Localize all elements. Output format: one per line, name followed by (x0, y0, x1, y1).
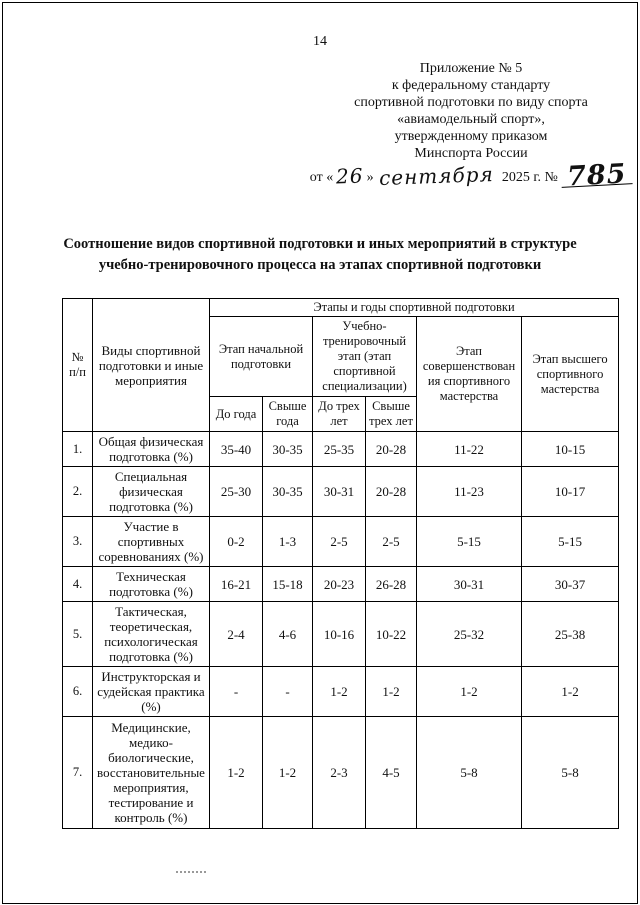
header-line: «авиамодельный спорт», (397, 112, 545, 127)
row-value: 25-38 (522, 602, 619, 667)
row-value: 30-31 (417, 567, 522, 602)
row-value: 1-2 (417, 667, 522, 717)
col-header-over-three: Свыше трех лет (366, 397, 417, 432)
training-ratio-table (62, 298, 619, 829)
date-year: 2025 г. № (498, 170, 558, 185)
table-row (63, 667, 619, 717)
row-value: 5-8 (522, 717, 619, 829)
date-close-quote: » (366, 170, 374, 185)
row-label: Техническая подготовка (%) (93, 567, 210, 602)
row-value: 20-28 (366, 432, 417, 467)
header-line: Приложение № 5 (419, 61, 523, 76)
row-value: 2-5 (313, 517, 366, 567)
row-number: 1. (63, 432, 93, 467)
col-header-stage-training: Учебно-тренировочный этап (этап спортивной специализации) (313, 317, 417, 397)
col-header-stage-initial: Этап начальной подготовки (210, 317, 313, 397)
row-label: Общая физическая подготовка (%) (93, 432, 210, 467)
col-header-stage-highest: Этап высшего спортивного мастерства (522, 317, 619, 432)
row-value: 5-8 (417, 717, 522, 829)
row-label: Тактическая, теоретическая, психологическая подготовка (%) (93, 602, 210, 667)
row-value: - (210, 667, 263, 717)
row-value: 4-5 (366, 717, 417, 829)
row-number: 5. (63, 602, 93, 667)
table-row (63, 602, 619, 667)
table-row (63, 717, 619, 829)
table-container (62, 298, 640, 829)
row-value: 1-2 (313, 667, 366, 717)
row-value: 5-15 (522, 517, 619, 567)
row-value: 30-35 (263, 467, 313, 517)
col-header-over-year: Свыше года (263, 397, 313, 432)
row-number: 4. (63, 567, 93, 602)
row-value: 5-15 (417, 517, 522, 567)
row-value: 15-18 (263, 567, 313, 602)
row-label: Медицинские, медико-биологические, восстановительные мероприятия, тестирование и контроль (%) (93, 717, 210, 829)
row-value: 26-28 (366, 567, 417, 602)
row-value: 4-6 (263, 602, 313, 667)
header-line: Минспорта России (414, 146, 528, 161)
row-number: 3. (63, 517, 93, 567)
row-label: Специальная физическая подготовка (%) (93, 467, 210, 517)
table-row (63, 432, 619, 467)
handwritten-month: сентября (378, 162, 494, 190)
page-number: 14 (313, 34, 327, 49)
header-line: утвержденному приказом (394, 129, 548, 144)
row-number: 6. (63, 667, 93, 717)
row-value: 30-37 (522, 567, 619, 602)
date-prefix: от « (309, 170, 334, 185)
col-header-stages-group: Этапы и годы спортивной подготовки (210, 299, 619, 317)
row-value: 25-35 (313, 432, 366, 467)
table-row (63, 517, 619, 567)
row-value: 20-23 (313, 567, 366, 602)
row-value: 1-2 (263, 717, 313, 829)
row-value: - (263, 667, 313, 717)
col-header-under-three: До трех лет (313, 397, 366, 432)
row-value: 2-3 (313, 717, 366, 829)
col-header-stage-improvement: Этап совершенствования спортивного мастерства (417, 317, 522, 432)
row-value: 30-31 (313, 467, 366, 517)
col-header-under-year: До года (210, 397, 263, 432)
row-value: 11-22 (417, 432, 522, 467)
row-value: 0-2 (210, 517, 263, 567)
col-header-types: Виды спортивной подготовки и иные мероприятия (93, 299, 210, 432)
row-value: 10-15 (522, 432, 619, 467)
row-value: 25-32 (417, 602, 522, 667)
row-value: 10-16 (313, 602, 366, 667)
header-line: спортивной подготовки по виду спорта (354, 95, 588, 110)
header-line: к федеральному стандарту (391, 78, 551, 93)
table-header-row-stages-group (63, 299, 619, 317)
row-label: Инструкторская и судейская практика (%) (93, 667, 210, 717)
row-value: 25-30 (210, 467, 263, 517)
table-row (63, 567, 619, 602)
row-value: 16-21 (210, 567, 263, 602)
table-row (63, 467, 619, 517)
document-title: Соотношение видов спортивной подготовки и иных мероприятий в структуре учебно-тренировочного процесса на этапах спортивной подготовки (63, 236, 577, 273)
row-number: 2. (63, 467, 93, 517)
row-value: 1-2 (210, 717, 263, 829)
row-value: 1-2 (522, 667, 619, 717)
row-value: 11-23 (417, 467, 522, 517)
handwritten-day: 26 (335, 163, 365, 189)
row-value: 10-22 (366, 602, 417, 667)
row-value: 1-3 (263, 517, 313, 567)
row-label: Участие в спортивных соревнованиях (%) (93, 517, 210, 567)
row-value: 10-17 (522, 467, 619, 517)
row-value: 35-40 (210, 432, 263, 467)
scan-noise-artifact (176, 870, 206, 873)
row-value: 2-5 (366, 517, 417, 567)
row-number: 7. (63, 717, 93, 829)
row-value: 30-35 (263, 432, 313, 467)
document-approval-header (309, 60, 628, 198)
row-value: 20-28 (366, 467, 417, 517)
document-date-line (309, 158, 628, 198)
col-header-number: № п/п (63, 299, 93, 432)
row-value: 2-4 (210, 602, 263, 667)
row-value: 1-2 (366, 667, 417, 717)
handwritten-order-number: 785 (561, 165, 633, 188)
